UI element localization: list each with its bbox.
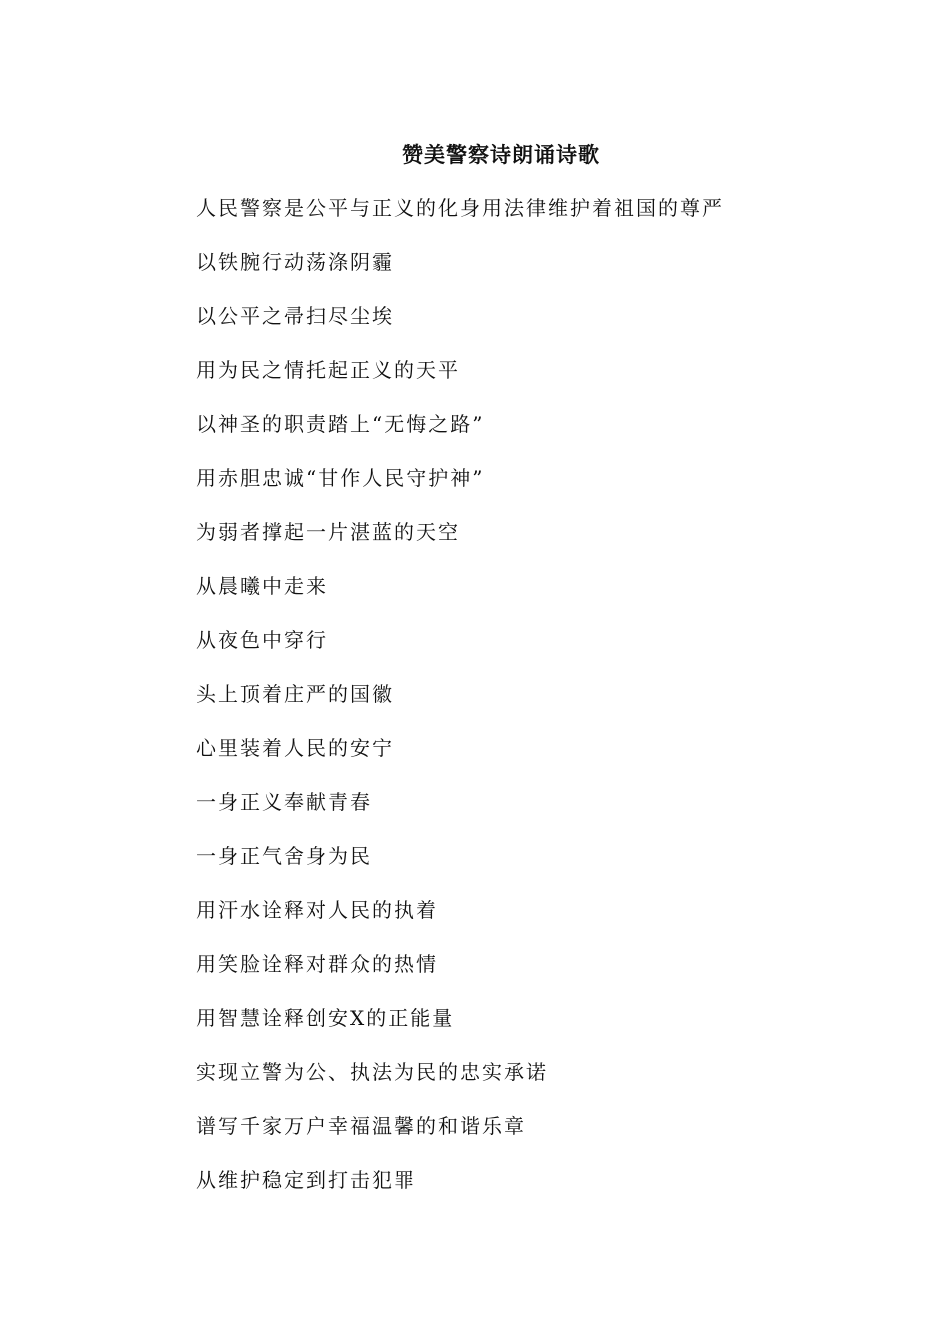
poem-line: 用智慧诠释创安X的正能量 — [196, 1006, 455, 1030]
poem-line: 人民警察是公平与正义的化身用法律维护着祖国的尊严 — [196, 196, 724, 220]
document-title: 赞美警察诗朗诵诗歌 — [402, 142, 600, 167]
poem-line: 谱写千家万户幸福温馨的和谐乐章 — [196, 1114, 526, 1138]
poem-line: 以公平之帚扫尽尘埃 — [196, 304, 394, 328]
poem-line: 为弱者撑起一片湛蓝的天空 — [196, 520, 460, 544]
poem-line: 一身正气舍身为民 — [196, 844, 372, 868]
poem-line: 一身正义奉献青春 — [196, 790, 372, 814]
poem-line: 用汗水诠释对人民的执着 — [196, 898, 438, 922]
poem-body — [196, 193, 724, 1219]
poem-line: 以铁腕行动荡涤阴霾 — [196, 250, 394, 274]
poem-line: 以神圣的职责踏上“无悔之路” — [196, 412, 485, 436]
poem-line: 心里装着人民的安宁 — [196, 736, 394, 760]
poem-line: 实现立警为公、执法为民的忠实承诺 — [196, 1060, 548, 1084]
poem-line: 从晨曦中走来 — [196, 574, 328, 598]
poem-line: 从夜色中穿行 — [196, 628, 328, 652]
poem-line: 从维护稳定到打击犯罪 — [196, 1168, 416, 1192]
poem-line: 用为民之情托起正义的天平 — [196, 358, 460, 382]
poem-line: 用笑脸诠释对群众的热情 — [196, 952, 438, 976]
poem-line: 用赤胆忠诚“甘作人民守护神” — [196, 466, 485, 490]
poem-line: 头上顶着庄严的国徽 — [196, 682, 394, 706]
